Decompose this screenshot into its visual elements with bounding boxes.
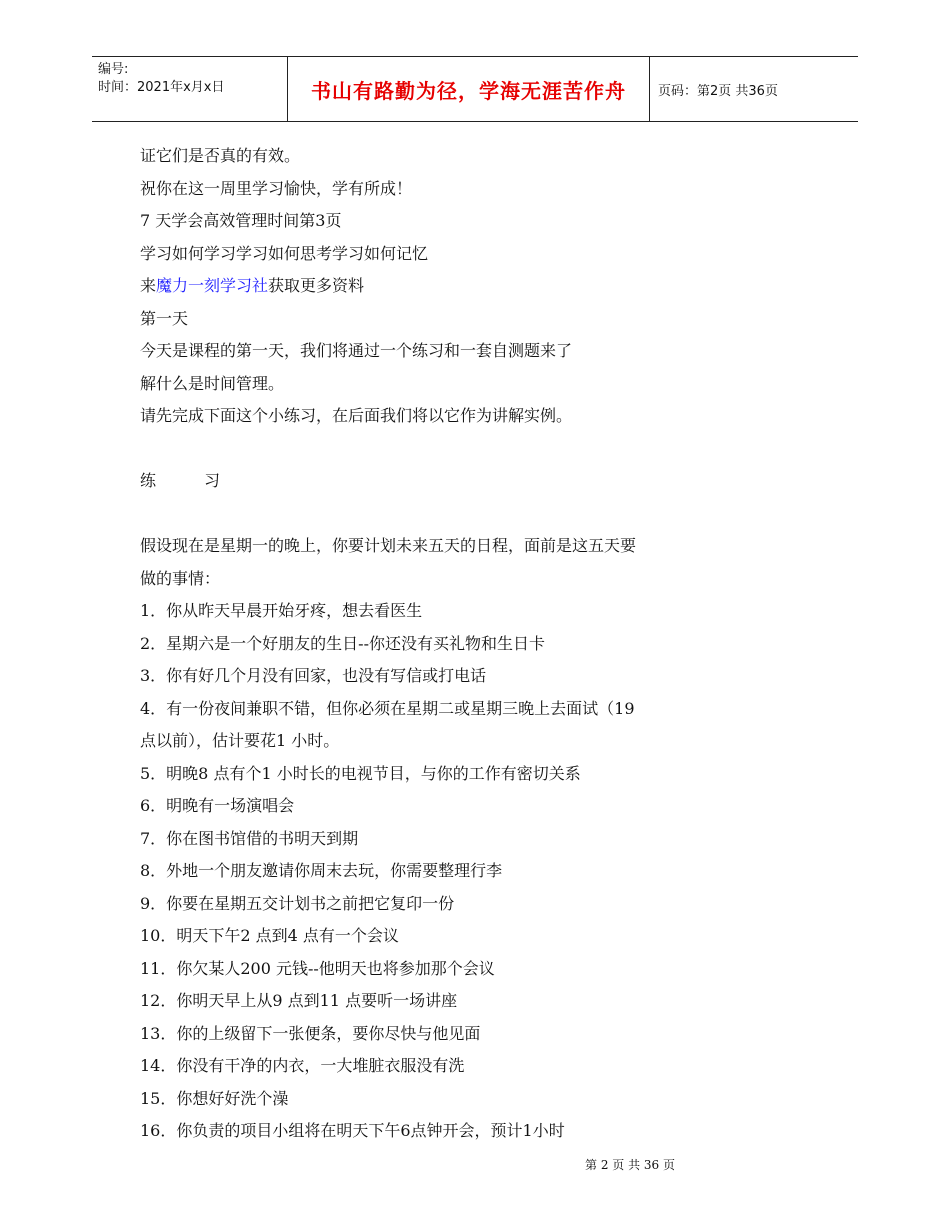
page-header <box>92 56 858 122</box>
text-line: 7 天学会高效管理时间第3页 <box>140 211 342 230</box>
list-item: 2．星期六是一个好朋友的生日--你还没有买礼物和生日卡 <box>140 633 545 653</box>
intro-line: 做的事情： <box>140 568 221 588</box>
intro-line: 假设现在是星期一的晚上，你要计划未来五天的日程，面前是这五天要 <box>140 536 637 555</box>
list-item: 11．你欠某人200 元钱--他明天也将参加那个会议 <box>140 958 495 978</box>
page-footer: 第 2 页 共 36 页 <box>585 1158 675 1172</box>
text-line: 请先完成下面这个小练习，在后面我们将以它作为讲解实例。 <box>140 406 573 425</box>
exercise-heading <box>140 465 760 498</box>
blank-line <box>140 433 760 466</box>
list-item: 点以前），估计要花1 小时。 <box>140 731 340 750</box>
exercise-char-1: 练 <box>140 471 157 490</box>
list-item: 13．你的上级留下一张便条，要你尽快与他见面 <box>140 1023 481 1043</box>
header-id-label: 编号: <box>98 62 129 77</box>
text-line: 祝你在这一周里学习愉快，学有所成！ <box>140 178 413 198</box>
exercise-char-2: 习 <box>204 471 221 490</box>
header-page-info: 页码：第2页 共36页 <box>658 83 778 99</box>
text-line: 证它们是否真的有效。 <box>140 146 301 165</box>
list-item: 4．有一份夜间兼职不错，但你必须在星期二或星期三晚上去面试（19 <box>140 698 635 718</box>
header-time-label: 时间：2021年x月x日 <box>98 80 225 95</box>
day-heading: 第一天 <box>140 308 189 328</box>
list-item: 10．明天下午2 点到4 点有一个会议 <box>140 926 399 945</box>
document-body <box>140 140 760 1148</box>
list-item: 7．你在图书馆借的书明天到期 <box>140 828 359 848</box>
text-line: 学习如何学习学习如何思考学习如何记忆 <box>140 243 429 263</box>
header-motto-cell <box>288 57 650 121</box>
header-motto: 书山有路勤为径，学海无涯苦作舟 <box>311 78 626 103</box>
list-item: 9．你要在星期五交计划书之前把它复印一份 <box>140 893 455 913</box>
header-page-cell <box>650 57 858 121</box>
list-item: 8．外地一个朋友邀请你周末去玩，你需要整理行李 <box>140 861 503 880</box>
list-item: 5．明晚8 点有个1 小时长的电视节目，与你的工作有密切关系 <box>140 763 581 783</box>
list-item: 12．你明天早上从9 点到11 点要听一场讲座 <box>140 991 458 1010</box>
text-line-with-link <box>140 270 760 303</box>
link-prefix: 来 <box>140 276 157 295</box>
list-item: 15．你想好好洗个澡 <box>140 1088 289 1108</box>
list-item: 16．你负责的项目小组将在明天下午6点钟开会，预计1小时 <box>140 1121 565 1140</box>
list-item: 1．你从昨天早晨开始牙疼，想去看医生 <box>140 601 423 620</box>
text-line: 今天是课程的第一天，我们将通过一个练习和一套自测题来了 <box>140 341 573 360</box>
study-club-link[interactable]: 魔力一刻学习社 <box>156 276 269 295</box>
header-meta-cell <box>92 57 288 121</box>
list-item: 3．你有好几个月没有回家，也没有写信或打电话 <box>140 666 487 685</box>
list-item: 6．明晚有一场演唱会 <box>140 796 295 815</box>
link-suffix: 获取更多资料 <box>268 276 365 295</box>
list-item: 14．你没有干净的内衣，一大堆脏衣服没有洗 <box>140 1056 465 1075</box>
text-line: 解什么是时间管理。 <box>140 373 285 393</box>
blank-line <box>140 498 760 531</box>
